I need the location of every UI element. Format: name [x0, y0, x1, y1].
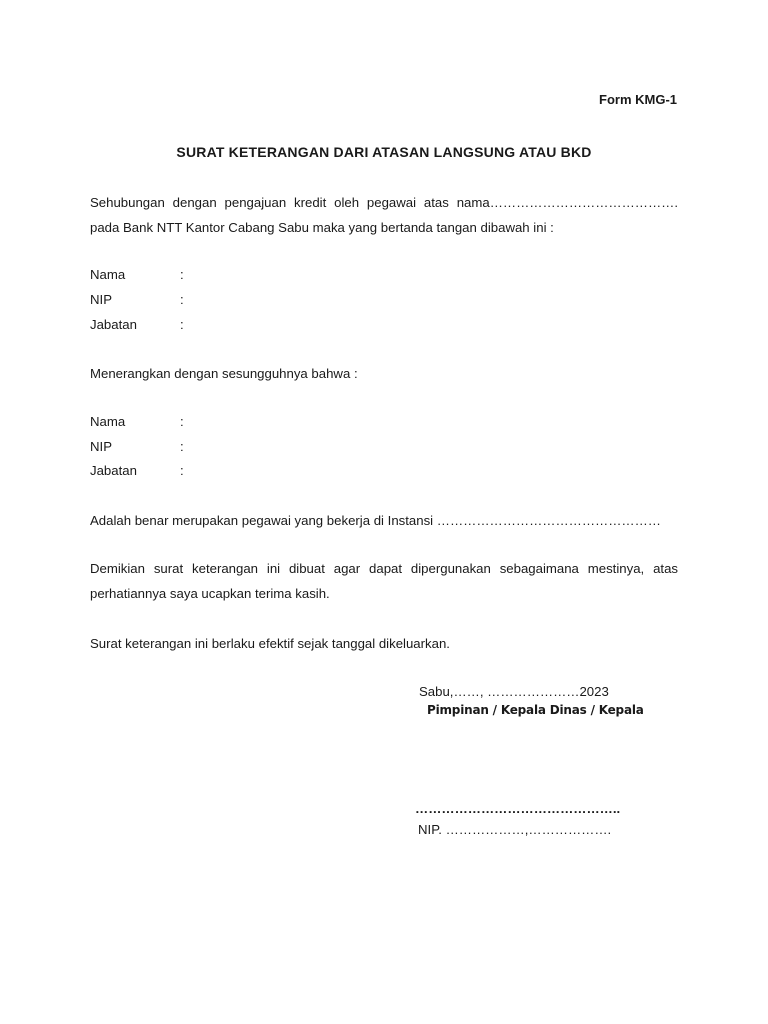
- field-label: Nama: [90, 267, 126, 282]
- statement-line: Menerangkan dengan sesungguhnya bahwa :: [90, 366, 358, 381]
- intro-line-1: Sehubungan dengan pengajuan kredit oleh pegawai atas nama…………………………………….: [90, 195, 678, 210]
- employee-nip-field: [90, 439, 184, 459]
- field-label: Jabatan: [90, 463, 137, 478]
- validity-line: Surat keterangan ini berlaku efektif sejak tanggal dikeluarkan.: [90, 636, 450, 651]
- document-title: SURAT KETERANGAN DARI ATASAN LANGSUNG ATAU BKD: [176, 144, 592, 160]
- field-colon: :: [180, 292, 184, 307]
- field-label: Jabatan: [90, 317, 137, 332]
- signature-name-line: ………………………………………..: [415, 801, 621, 816]
- field-label: Nama: [90, 414, 126, 429]
- field-colon: :: [180, 414, 184, 429]
- field-label: NIP: [90, 439, 112, 454]
- signer-position-field: [90, 317, 184, 337]
- instance-line: Adalah benar merupakan pegawai yang bekerja di Instansi ……………………………………………: [90, 513, 661, 528]
- field-colon: :: [180, 439, 184, 454]
- closing-line-1: Demikian surat keterangan ini dibuat agar dapat dipergunakan sebagaimana mestinya, atas: [90, 561, 678, 576]
- intro-line-2: pada Bank NTT Kantor Cabang Sabu maka yang bertanda tangan dibawah ini :: [90, 219, 554, 235]
- intro-paragraph: [90, 191, 678, 240]
- field-label: NIP: [90, 292, 112, 307]
- employee-name-field: [90, 414, 184, 434]
- form-code: Form KMG-1: [599, 92, 677, 107]
- employee-position-field: [90, 463, 184, 483]
- closing-line-2: perhatiannya saya ucapkan terima kasih.: [90, 585, 330, 601]
- field-colon: :: [180, 267, 184, 282]
- signature-nip-line: NIP. ………………,……………….: [418, 822, 612, 837]
- field-colon: :: [180, 317, 184, 332]
- signature-role: Pimpinan / Kepala Dinas / Kepala: [427, 703, 644, 717]
- signer-nip-field: [90, 292, 184, 312]
- field-colon: :: [180, 463, 184, 478]
- signer-name-field: [90, 267, 184, 287]
- closing-paragraph: [90, 557, 678, 606]
- signature-place-date: Sabu,……, …………………2023: [419, 684, 609, 699]
